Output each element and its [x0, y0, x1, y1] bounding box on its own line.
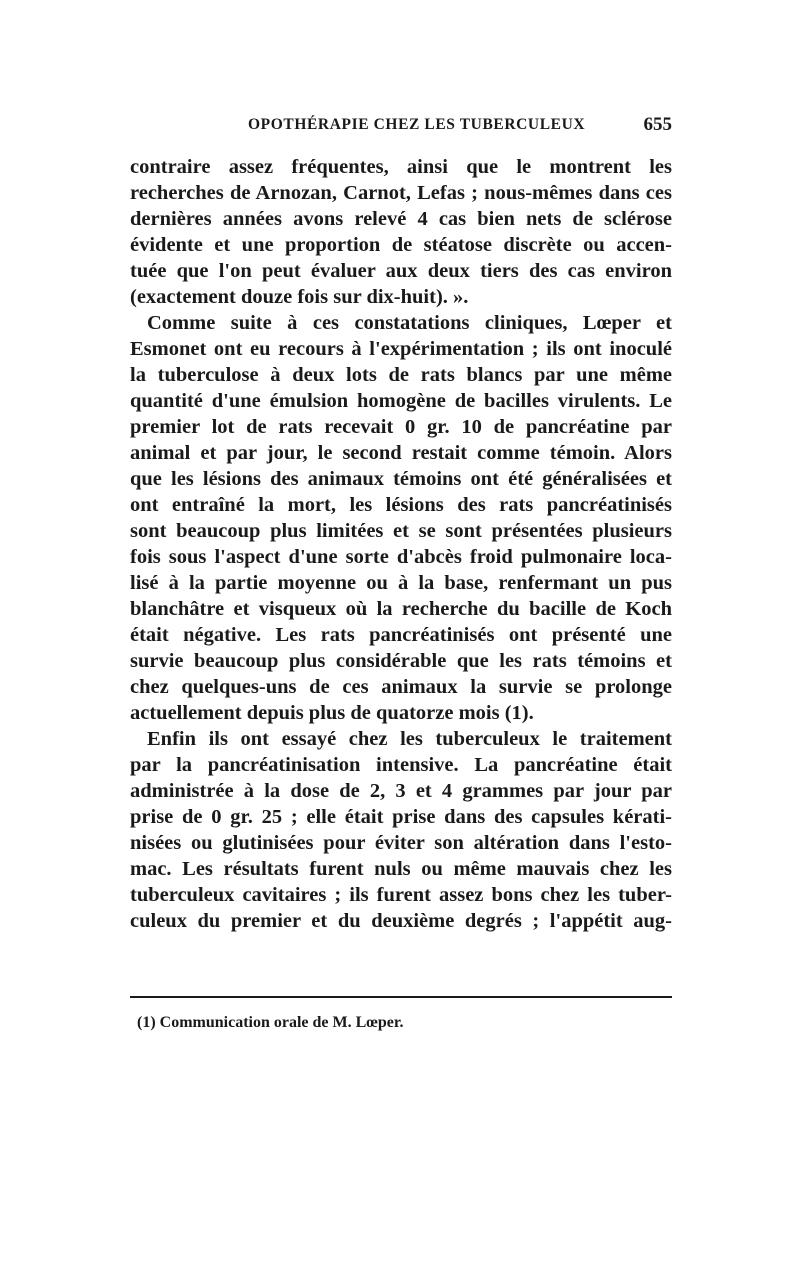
text-line: blanchâtre et visqueux où la recherche du bacille de Koch — [130, 598, 672, 620]
text-line: recherches de Arnozan, Carnot, Lefas ; nous-mêmes dans ces — [130, 182, 672, 204]
footnote: (1) Communication orale de M. Lœper. — [137, 1014, 404, 1031]
text-line: que les lésions des animaux témoins ont été généralisées et — [130, 468, 672, 490]
text-line: par la pancréatinisation intensive. La pancréatine était — [130, 754, 672, 776]
text-line: mac. Les résultats furent nuls ou même mauvais chez les — [130, 858, 672, 880]
text-line: ont entraîné la mort, les lésions des rats pancréatinisés — [130, 494, 672, 516]
text-line: contraire assez fréquentes, ainsi que le montrent les — [130, 156, 672, 178]
text-line: dernières années avons relevé 4 cas bien nets de sclérose — [130, 208, 672, 230]
text-line: premier lot de rats recevait 0 gr. 10 de pancréatine par — [130, 416, 672, 438]
text-line: prise de 0 gr. 25 ; elle était prise dans des capsules kérati- — [130, 806, 672, 828]
text-line: Comme suite à ces constatations cliniques, Lœper et — [147, 312, 672, 334]
page-number: 655 — [643, 114, 672, 135]
text-line: survie beaucoup plus considérable que les rats témoins et — [130, 650, 672, 672]
text-line: actuellement depuis plus de quatorze mois (1). — [130, 702, 534, 724]
text-line: la tuberculose à deux lots de rats blancs par une même — [130, 364, 672, 386]
text-line: (exactement douze fois sur dix-huit). ». — [130, 286, 469, 308]
text-line: fois sous l'aspect d'une sorte d'abcès froid pulmonaire loca- — [130, 546, 672, 568]
text-line: culeux du premier et du deuxième degrés ; l'appétit aug- — [130, 910, 672, 932]
text-line: tuée que l'on peut évaluer aux deux tiers des cas environ — [130, 260, 672, 282]
text-line: sont beaucoup plus limitées et se sont présentées plusieurs — [130, 520, 672, 542]
text-line: animal et par jour, le second restait comme témoin. Alors — [130, 442, 672, 464]
text-line: quantité d'une émulsion homogène de bacilles virulents. Le — [130, 390, 672, 412]
footnote-rule — [130, 996, 672, 998]
body-text — [130, 154, 672, 934]
text-line: lisé à la partie moyenne ou à la base, renfermant un pus — [130, 572, 672, 594]
text-line: chez quelques-uns de ces animaux la survie se prolonge — [130, 676, 672, 698]
running-title: OPOTHÉRAPIE CHEZ LES TUBERCULEUX — [248, 116, 586, 133]
text-line: tuberculeux cavitaires ; ils furent assez bons chez les tuber- — [130, 884, 672, 906]
text-line: évidente et une proportion de stéatose discrète ou accen- — [130, 234, 672, 256]
running-head — [130, 116, 672, 140]
text-line: Enfin ils ont essayé chez les tuberculeux le traitement — [147, 728, 672, 750]
text-line: Esmonet ont eu recours à l'expérimentation ; ils ont inoculé — [130, 338, 672, 360]
text-line: était négative. Les rats pancréatinisés ont présenté une — [130, 624, 672, 646]
text-line: administrée à la dose de 2, 3 et 4 grammes par jour par — [130, 780, 672, 802]
text-line: nisées ou glutinisées pour éviter son altération dans l'esto- — [130, 832, 672, 854]
